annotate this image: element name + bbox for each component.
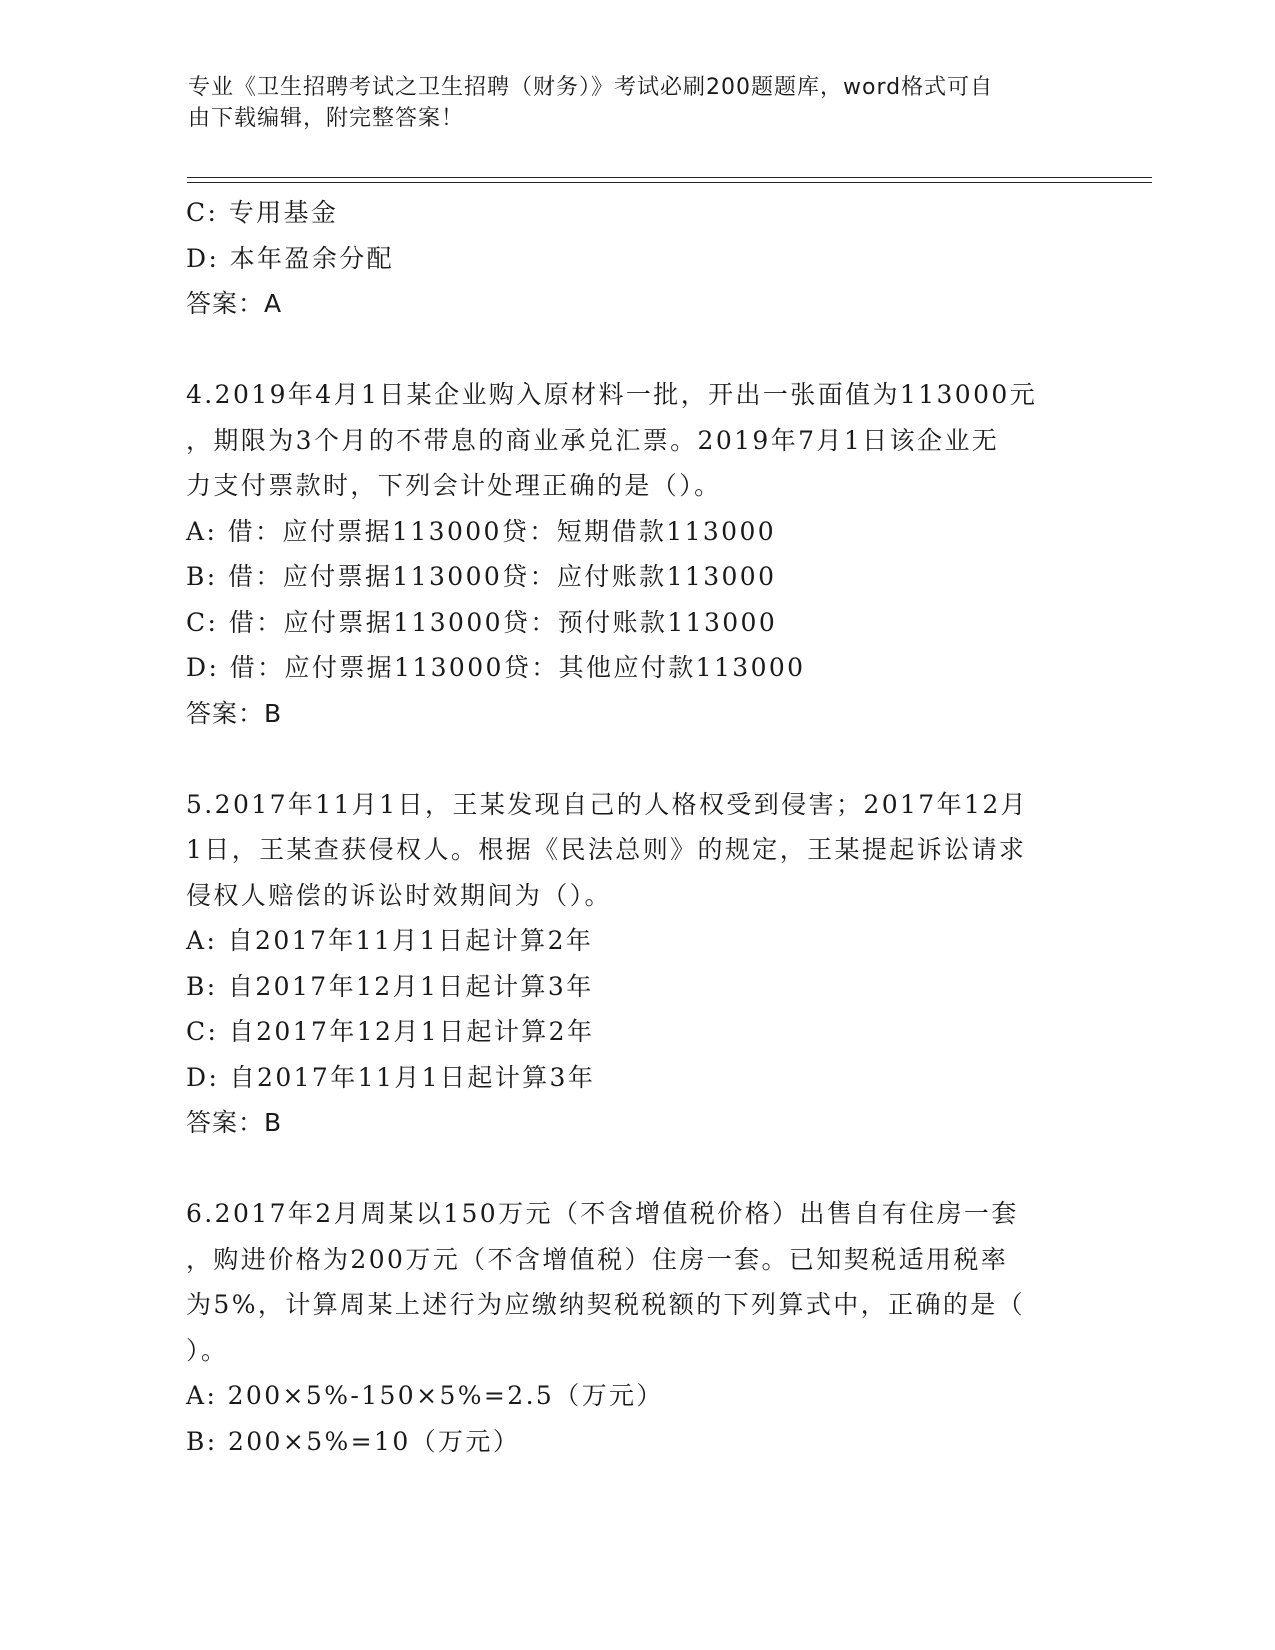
header-line-2: 由下载编辑，附完整答案！ <box>188 106 465 131</box>
option-b: B: 借：应付票据113000贷：应付账款113000 <box>186 562 777 591</box>
question-stem-line: ）。 <box>186 1335 229 1365</box>
option-a: A: 自2017年11月1日起计算2年 <box>186 926 594 955</box>
option-b: B: 自2017年12月1日起计算3年 <box>186 971 594 1001</box>
question-stem-line: 4.2019年4月1日某企业购入原材料一批，开出一张面值为113000元 <box>186 380 1038 409</box>
answer: 答案：A <box>186 289 283 318</box>
option-d: D: 借：应付票据113000贷：其他应付款113000 <box>186 653 806 682</box>
question-stem-line: ，期限为3个月的不带息的商业承兑汇票。2019年7月1日该企业无 <box>186 425 1000 455</box>
header-rule-bottom <box>187 182 1152 183</box>
answer: 答案：B <box>186 698 283 728</box>
document-header <box>188 72 1068 134</box>
question-stem-line: 力支付票款时，下列会计处理正确的是（）。 <box>186 471 722 500</box>
question-stem-line: 5.2017年11月1日，王某发现自己的人格权受到侵害；2017年12月 <box>186 789 1029 819</box>
header-line-1: 专业《卫生招聘考试之卫生招聘（财务）》考试必刷200题题库，word格式可自 <box>188 75 994 100</box>
option-c: C: 自2017年12月1日起计算2年 <box>186 1017 595 1046</box>
option-c: C: 借：应付票据113000贷：预付账款113000 <box>186 607 778 637</box>
question-stem-line: 为5%，计算周某上述行为应缴纳契税税额的下列算式中，正确的是（ <box>186 1290 1026 1319</box>
question-stem-line: 侵权人赔偿的诉讼时效期间为（）。 <box>186 880 612 910</box>
answer: 答案：B <box>186 1108 283 1137</box>
question-stem-line: ，购进价格为200万元（不含增值税）住房一套。已知契税适用税率 <box>186 1244 1009 1274</box>
question-stem-line: 6.2017年2月周某以150万元（不含增值税价格）出售自有住房一套 <box>186 1199 1019 1228</box>
option-a: A: 200×5%-150×5%=2.5（万元） <box>186 1381 664 1410</box>
header-rule-top <box>187 177 1152 178</box>
document-body <box>186 190 1086 1464</box>
option-a: A: 借：应付票据113000贷：短期借款113000 <box>186 516 777 546</box>
option-c: C: 专用基金 <box>186 198 339 227</box>
option-b: B: 200×5%=10（万元） <box>186 1426 521 1456</box>
question-stem-line: 1日，王某查获侵权人。根据《民法总则》的规定，王某提起诉讼请求 <box>186 835 1027 864</box>
question-5 <box>186 782 1086 1146</box>
question-4 <box>186 372 1086 736</box>
previous-question-tail <box>186 190 1086 327</box>
option-d: D: 自2017年11月1日起计算3年 <box>186 1062 596 1092</box>
question-6 <box>186 1191 1086 1464</box>
option-d: D: 本年盈余分配 <box>186 243 395 273</box>
